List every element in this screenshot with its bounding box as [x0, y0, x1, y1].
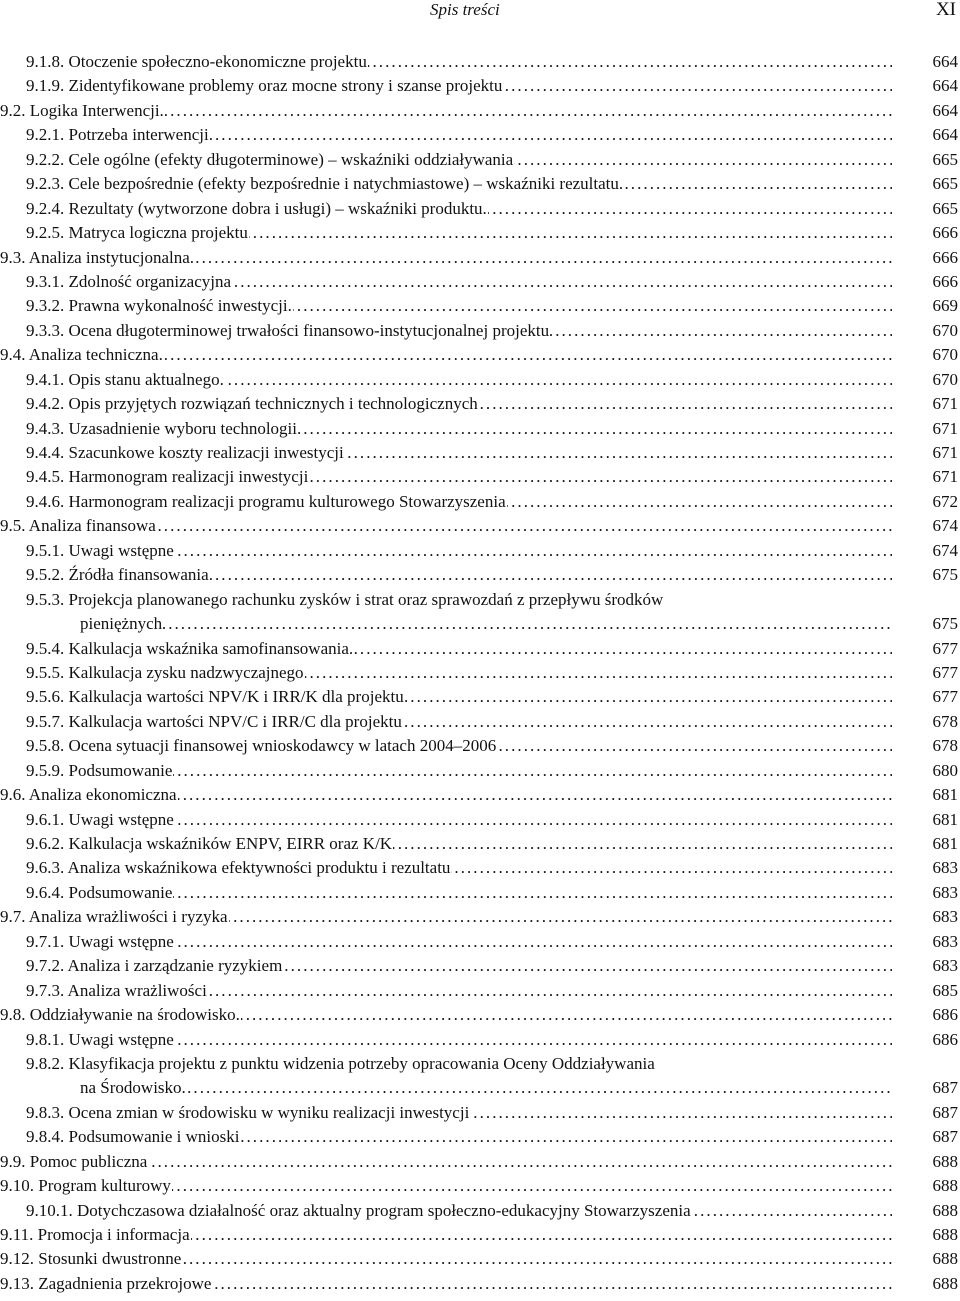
toc-entry-page: 678: [932, 736, 958, 756]
toc-entry-page: 687: [932, 1078, 958, 1098]
toc-entry-leader: [0, 783, 892, 807]
toc-entry-page: 664: [932, 125, 958, 145]
toc-entry-leader: [26, 563, 892, 587]
toc-entry-label: 9.1.9. Zidentyfikowane problemy oraz mocne strony i szanse projektu: [26, 76, 503, 96]
toc-row[interactable]: [0, 881, 960, 905]
page-header: [0, 0, 960, 24]
toc-row[interactable]: [0, 685, 960, 709]
toc-entry-leader: [26, 930, 892, 954]
toc-row[interactable]: [0, 1028, 960, 1052]
toc-row[interactable]: [0, 661, 960, 685]
toc-entry-label-continuation: na Środowisko.: [80, 1078, 186, 1098]
toc-row[interactable]: [0, 1125, 960, 1149]
toc-entry-leader: [0, 905, 892, 929]
toc-entry-label: 9.10.1. Dotychczasowa działalność oraz aktualny program społeczno-edukacyjny Stowarzyszenia: [26, 1200, 691, 1220]
toc-row[interactable]: [0, 930, 960, 954]
toc-row[interactable]: [0, 74, 960, 98]
toc-entry-leader: [26, 417, 892, 441]
toc-entry-label: 9.5.5. Kalkulacja zysku nadzwyczajnego: [26, 662, 304, 682]
toc-entry-page: 686: [932, 1029, 958, 1049]
toc-entry-leader: [26, 954, 892, 978]
toc-entry-label: 9.8.2. Klasyfikacja projektu z punktu widzenia potrzeby opracowania Oceny Oddziaływania: [26, 1053, 655, 1073]
toc-row[interactable]: [0, 1199, 960, 1223]
toc-row[interactable]: [0, 1223, 960, 1247]
toc-entry-page: 671: [932, 418, 958, 438]
toc-entry-page: 666: [932, 271, 958, 291]
toc-row[interactable]: [0, 490, 960, 514]
toc-entry-leader: [26, 319, 892, 343]
toc-entry-page: 664: [932, 52, 958, 71]
toc-entry-label: 9.7.2. Analiza i zarządzanie ryzykiem: [26, 956, 283, 976]
toc-entry-page: 665: [932, 174, 958, 194]
toc-row[interactable]: [0, 514, 960, 538]
toc-entry-leader: [0, 1174, 892, 1198]
toc-entry-label: 9.3.3. Ocena długoterminowej trwałości finansowo-instytucjonalnej projektu: [26, 320, 550, 340]
toc-entry-leader: [26, 270, 892, 294]
toc-entry-page: 688: [932, 1176, 958, 1196]
toc-row[interactable]: [0, 123, 960, 147]
toc-entry-label: 9.6.3. Analiza wskaźnikowa efektywności produktu i rezultatu: [26, 858, 451, 878]
toc-entry-label: 9.6.2. Kalkulacja wskaźników ENPV, EIRR oraz K/K: [26, 834, 393, 854]
toc-entry-leader: [0, 1003, 892, 1027]
toc-row[interactable]: [0, 319, 960, 343]
toc-entry-page: 677: [932, 687, 958, 707]
toc-row[interactable]: [0, 99, 960, 123]
toc-row[interactable]: [0, 270, 960, 294]
toc-entry-leader: [26, 856, 892, 880]
toc-row[interactable]: [0, 1247, 960, 1271]
toc-entry-page: 675: [932, 565, 958, 585]
toc-entry-label: 9.5.3. Projekcja planowanego rachunku zysków i strat oraz sprawozdań z przepływu środków: [26, 589, 664, 609]
toc-entry-page: 671: [932, 394, 958, 414]
toc-entry-leader: [0, 1272, 892, 1296]
toc-entry-page: 683: [932, 907, 958, 927]
toc-row[interactable]: [0, 392, 960, 416]
toc-entry-page: 670: [932, 369, 958, 389]
toc-entry-label: 9.7. Analiza wrażliwości i ryzyka: [0, 907, 228, 927]
toc-entry-leader: [26, 197, 892, 221]
toc-entry-page: 681: [932, 834, 958, 854]
toc-row[interactable]: [0, 417, 960, 441]
toc-entry-leader: [26, 148, 892, 172]
toc-entry-label: 9.4.3. Uzasadnienie wyboru technologii.: [26, 418, 302, 438]
toc-row[interactable]: [0, 808, 960, 832]
toc-row[interactable]: [0, 1272, 960, 1296]
toc-entry-label: 9.4.4. Szacunkowe koszty realizacji inwestycji: [26, 443, 344, 462]
toc-entry-label: 9.1.8. Otoczenie społeczno-ekonomiczne projektu: [26, 52, 367, 71]
toc-entry-leader: [26, 881, 892, 905]
toc-row[interactable]: [0, 172, 960, 196]
toc-entry-leader: [0, 1150, 892, 1174]
toc-entry-page: 685: [932, 980, 958, 1000]
toc-entry-leader: [26, 74, 892, 98]
page-number: XI: [935, 0, 956, 20]
toc-entry-leader: [0, 246, 892, 270]
toc-entry-leader: [26, 979, 892, 1003]
toc-entry-label: 9.8.3. Ocena zmian w środowisku w wyniku realizacji inwestycji: [26, 1102, 470, 1122]
toc-entry-label-continuation: pieniężnych: [80, 614, 163, 634]
toc-entry-label: 9.11. Promocja i informacja: [0, 1225, 190, 1245]
toc-entry-page: 666: [932, 223, 958, 243]
toc-entry-leader: [26, 123, 892, 147]
toc-row[interactable]: [0, 148, 960, 172]
toc-entry-page: 683: [932, 931, 958, 951]
toc-entry-label: 9.4.1. Opis stanu aktualnego.: [26, 369, 224, 389]
toc-entry-label: 9.5.4. Kalkulacja wskaźnika samofinansowania.: [26, 638, 354, 658]
toc-entry-leader: [26, 661, 892, 685]
toc-row[interactable]: [0, 979, 960, 1003]
toc-row[interactable]: [0, 783, 960, 807]
toc-entry-label: 9.5. Analiza finansowa: [0, 516, 156, 536]
toc-row[interactable]: [0, 50, 960, 74]
toc-entry-page: 688: [932, 1273, 958, 1293]
toc-entry-page: 666: [932, 247, 958, 267]
toc-entry-leader: [0, 1247, 892, 1271]
toc-entry-page: 672: [932, 491, 958, 511]
toc-entry-page: 665: [932, 198, 958, 218]
toc-entry-label: 9.5.2. Źródła finansowania: [26, 565, 209, 585]
toc-entry-label: 9.2.1. Potrzeba interwencji: [26, 125, 209, 145]
toc-entry-leader: [0, 343, 892, 367]
toc-entry-label: 9.3.2. Prawna wykonalność inwestycji.: [26, 296, 292, 316]
toc-entry-leader: [26, 392, 892, 416]
toc-entry-page: 688: [932, 1249, 958, 1269]
toc-entry-leader: [26, 50, 892, 74]
toc-entry-page: 677: [932, 638, 958, 658]
toc-entry-label: 9.6. Analiza ekonomiczna: [0, 785, 177, 805]
toc-entry-label: 9.4.2. Opis przyjętych rozwiązań technicznych i technologicznych: [26, 394, 478, 414]
toc-entry-page: 665: [932, 149, 958, 169]
table-of-contents: [0, 50, 960, 1296]
toc-entry-page: 675: [932, 614, 958, 634]
toc-entry-label: 9.8. Oddziaływanie na środowisko.: [0, 1005, 240, 1025]
toc-entry-leader: [26, 710, 892, 734]
toc-entry-page: 683: [932, 882, 958, 902]
toc-entry-page: 664: [932, 100, 958, 120]
toc-entry-leader: [26, 1199, 892, 1223]
toc-entry-label: 9.8.4. Podsumowanie i wnioski: [26, 1127, 240, 1147]
toc-entry-leader: [26, 832, 892, 856]
toc-row[interactable]: [0, 1003, 960, 1027]
toc-row[interactable]: [0, 832, 960, 856]
toc-entry-leader: [26, 734, 892, 758]
toc-entry-label: 9.13. Zagadnienia przekrojowe: [0, 1273, 212, 1293]
toc-entry-page: 687: [932, 1127, 958, 1147]
toc-entry-label: 9.9. Pomoc publiczna: [0, 1151, 148, 1171]
toc-entry-leader: [26, 1028, 892, 1052]
toc-entry-page: 681: [932, 785, 958, 805]
toc-row[interactable]: [0, 294, 960, 318]
toc-entry-label: 9.4.6. Harmonogram realizacji programu kulturowego Stowarzyszenia: [26, 491, 506, 511]
toc-entry-leader: [26, 172, 892, 196]
toc-entry-leader: [26, 685, 892, 709]
toc-row[interactable]: [0, 759, 960, 783]
toc-entry-label: 9.7.3. Analiza wrażliwości: [26, 980, 207, 1000]
toc-row[interactable]: [0, 1052, 960, 1101]
toc-entry-label: 9.5.1. Uwagi wstępne: [26, 540, 174, 560]
toc-row[interactable]: [0, 368, 960, 392]
toc-entry-label: 9.2.3. Cele bezpośrednie (efekty bezpośrednie i natychmiastowe) – wskaźniki rezultatu.: [26, 174, 624, 194]
toc-entry-leader: [0, 514, 892, 538]
toc-entry-leader: [26, 1101, 892, 1125]
toc-entry-leader: [0, 99, 892, 123]
toc-row[interactable]: [0, 1101, 960, 1125]
toc-row[interactable]: [0, 637, 960, 661]
toc-entry-leader: [26, 368, 892, 392]
toc-row[interactable]: [0, 539, 960, 563]
toc-entry-leader: [26, 539, 892, 563]
toc-entry-label: 9.5.8. Ocena sytuacji finansowej wnioskodawcy w latach 2004–2006: [26, 736, 497, 756]
toc-entry-page: 688: [932, 1200, 958, 1220]
toc-entry-label: 9.5.6. Kalkulacja wartości NPV/K i IRR/K dla projektu: [26, 687, 404, 707]
toc-entry-label: 9.2.2. Cele ogólne (efekty długoterminowe) – wskaźniki oddziaływania: [26, 149, 514, 169]
toc-row[interactable]: [0, 734, 960, 758]
toc-entry-page: 670: [932, 345, 958, 365]
toc-entry-page: 674: [932, 540, 958, 560]
toc-entry-page: 670: [932, 320, 958, 340]
toc-entry-page: 683: [932, 858, 958, 878]
toc-row[interactable]: [0, 856, 960, 880]
toc-row[interactable]: [0, 1150, 960, 1174]
toc-entry-leader: [26, 294, 892, 318]
toc-entry-label: 9.6.1. Uwagi wstępne: [26, 809, 174, 829]
toc-entry-page: 683: [932, 956, 958, 976]
toc-entry-label: 9.2.4. Rezultaty (wytworzone dobra i usługi) – wskaźniki produktu.: [26, 198, 487, 218]
toc-entry-page: 686: [932, 1005, 958, 1025]
toc-row[interactable]: [0, 954, 960, 978]
toc-entry-page: 681: [932, 809, 958, 829]
toc-entry-page: 680: [932, 760, 958, 780]
toc-entry-leader: [26, 637, 892, 661]
toc-entry-label: 9.3.1. Zdolność organizacyjna: [26, 271, 232, 291]
toc-entry-label: 9.7.1. Uwagi wstępne: [26, 931, 174, 951]
toc-entry-label: 9.5.7. Kalkulacja wartości NPV/C i IRR/C dla projektu: [26, 711, 402, 731]
toc-row[interactable]: [0, 588, 960, 637]
toc-entry-page: 669: [932, 296, 958, 316]
toc-entry-label: 9.8.1. Uwagi wstępne: [26, 1029, 174, 1049]
toc-entry-leader: [0, 1223, 892, 1247]
toc-entry-leader: [80, 612, 892, 636]
toc-entry-page: 687: [932, 1102, 958, 1122]
toc-entry-label: 9.3. Analiza instytucjonalna.: [0, 247, 195, 267]
toc-row[interactable]: [0, 710, 960, 734]
toc-entry-label: 9.5.9. Podsumowanie: [26, 760, 173, 780]
toc-entry-page: 664: [932, 76, 958, 96]
toc-row[interactable]: [0, 246, 960, 270]
toc-entry-leader: [26, 441, 892, 465]
toc-entry-label: 9.10. Program kulturowy: [0, 1176, 171, 1196]
toc-entry-page: 677: [932, 662, 958, 682]
toc-entry-label: 9.2.5. Matryca logiczna projektu: [26, 223, 248, 243]
toc-entry-page: 688: [932, 1151, 958, 1171]
toc-row[interactable]: [0, 221, 960, 245]
toc-entry-leader: [26, 1125, 892, 1149]
running-title: Spis treści: [430, 0, 500, 19]
toc-entry-label: 9.2. Logika Interwencji.: [0, 100, 164, 120]
toc-entry-page: 678: [932, 711, 958, 731]
toc-entry-leader: [26, 808, 892, 832]
toc-row[interactable]: [0, 441, 960, 465]
toc-entry-leader: [26, 490, 892, 514]
toc-entry-page: 674: [932, 516, 958, 536]
toc-entry-page: 688: [932, 1225, 958, 1245]
toc-entry-leader: [80, 1076, 892, 1100]
toc-entry-page: 671: [932, 443, 958, 462]
toc-entry-label: 9.6.4. Podsumowanie: [26, 882, 173, 902]
toc-row[interactable]: [0, 1174, 960, 1198]
toc-row[interactable]: [0, 465, 960, 489]
toc-row[interactable]: [0, 197, 960, 221]
toc-row[interactable]: [0, 905, 960, 929]
toc-entry-label: 9.4. Analiza techniczna.: [0, 345, 163, 365]
toc-row[interactable]: [0, 343, 960, 367]
toc-entry-leader: [26, 759, 892, 783]
toc-entry-label: 9.4.5. Harmonogram realizacji inwestycji: [26, 467, 309, 487]
toc-entry-label: 9.12. Stosunki dwustronne: [0, 1249, 182, 1269]
toc-entry-leader: [26, 465, 892, 489]
toc-entry-leader: [26, 221, 892, 245]
toc-row[interactable]: [0, 563, 960, 587]
toc-entry-page: 671: [932, 467, 958, 487]
